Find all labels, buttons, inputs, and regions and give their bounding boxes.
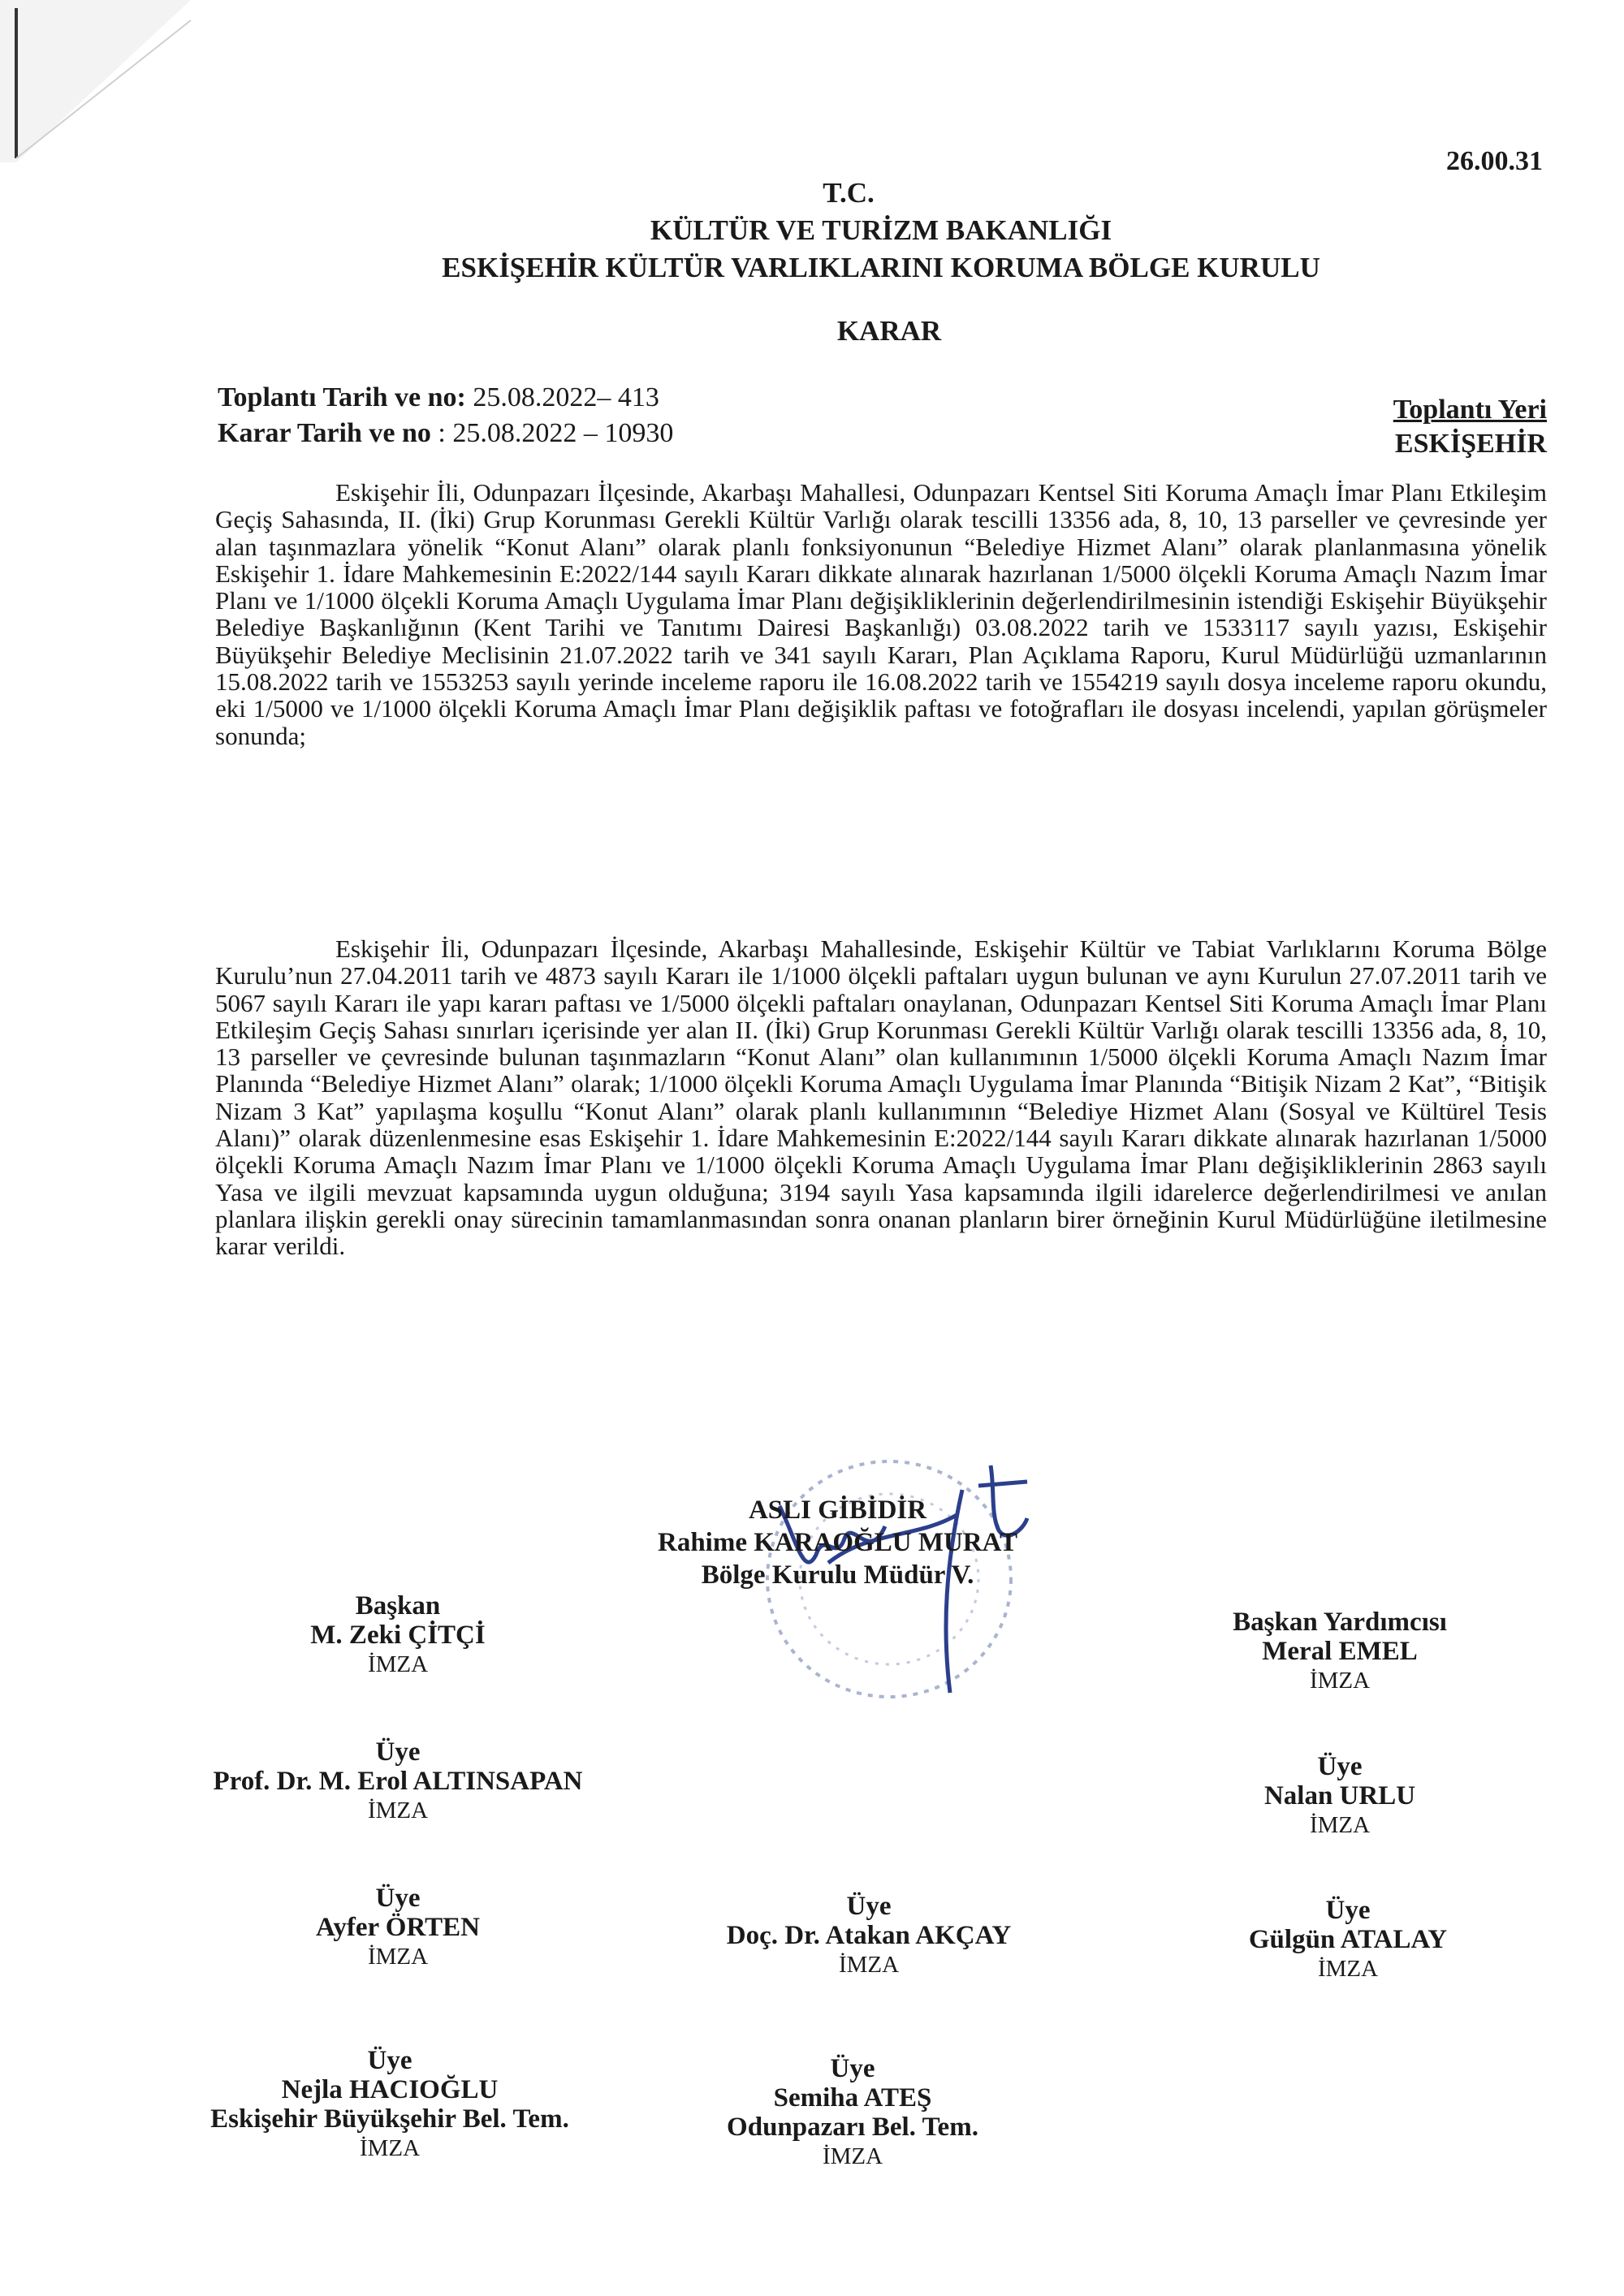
member-representation: Eskişehir Büyükşehir Bel. Tem. bbox=[210, 2104, 569, 2134]
member-role: Üye bbox=[1325, 1896, 1371, 1925]
member-role: Başkan bbox=[355, 1591, 441, 1621]
document-title: KARAR bbox=[836, 315, 942, 347]
member-name: Doç. Dr. Atakan AKÇAY bbox=[726, 1921, 1012, 1950]
member-urlu bbox=[1218, 1752, 1462, 1840]
member-orten bbox=[244, 1884, 552, 1971]
paragraph-decision: Eskişehir İli, Odunpazarı İlçesinde, Akarbaşı Mahallesinde, Eskişehir Kültür ve Tabiat Varlıklarını Koruma Bölge Kurulu’nun 27.04.2011 tarih ve 4873 sayılı Kararı ile 1/1000 ölçekli paftaları uygun bulunan ve aynı Kurulun 27.07.2011 tarih ve 5067 sayılı Kararı ile yapı kararı paftası ve 1/5000 ölçekli paftaları onaylanan, Odunpazarı Kentsel Siti Koruma Amaçlı İmar Planı Etkileşim Geçiş Sahası sınırları içerisinde yer alan II. (İki) Grup Korunması Gerekli Kültür Varlığı olarak tescilli 13356 ada, 8, 10, 13 parseller ve çevresinde bulunan taşınmazların “Konut Alanı” olan kullanımının 1/5000 ölçekli Koruma Amaçlı Nazım İmar Planında “Belediye Hizmet Alanı” olarak; 1/1000 ölçekli Koruma Amaçlı Uygulama İmar Planında “Bitişik Nizam 2 Kat”, “Bitişik Nizam 3 Kat” yapılaşma koşullu “Konut Alanı” olarak planlı kullanımının “Belediye Hizmet Alanı (Sosyal ve Kültürel Tesis Alanı)” olarak düzenlenmesine esas Eskişehir 1. İdare Mahkemesinin E:2022/144 sayılı Kararı dikkate alınarak hazırlanan 1/5000 ölçekli Koruma Amaçlı Nazım İmar Planı ve 1/1000 ölçekli Koruma Amaçlı Uygulama İmar Planı değişikliklerinin 2863 sayılı Yasa ve ilgili mevzuat kapsamında uygun olduğuna; 3194 sayılı Yasa kapsamında ilgili idarelerce değerlendirilmesi ve anılan planlara ilişkin gerekli onay sürecinin tamamlanmasından sonra onanan planların birer örneğinin Kurul Müdürlüğüne iletilmesine karar verildi. bbox=[215, 934, 1547, 1261]
header-line-ministry: KÜLTÜR VE TURİZM BAKANLIĞI bbox=[650, 214, 1112, 246]
member-signature-note: İMZA bbox=[1309, 1812, 1371, 1838]
member-name: Nalan URLU bbox=[1263, 1781, 1416, 1810]
meeting-date-row bbox=[218, 380, 673, 416]
member-signature-note: İMZA bbox=[1309, 1668, 1371, 1694]
member-signature-note: İMZA bbox=[822, 2143, 883, 2169]
member-role: Üye bbox=[375, 1884, 421, 1913]
header-line-tc: T.C. bbox=[823, 177, 875, 209]
signatory-title: Bölge Kurulu Müdür V. bbox=[701, 1560, 974, 1590]
member-signature-note: İMZA bbox=[367, 1944, 429, 1970]
member-atalay bbox=[1186, 1896, 1510, 1983]
paragraph-intro: Eskişehir İli, Odunpazarı İlçesinde, Akarbaşı Mahallesi, Odunpazarı Kentsel Siti Koruma Amaçlı İmar Planı Etkileşim Geçiş Sahasında, II. (İki) Grup Korunması Gerekli Kültür Varlığı olarak tescilli 13356 ada, 8, 10, 13 parseller ve çevresinde yer alan taşınmazlara yönelik “Konut Alanı” olarak planlı fonksiyonunun “Belediye Hizmet Alanı” olarak planlanmasına yönelik Eskişehir 1. İdare Mahkemesinin E:2022/144 sayılı Kararı dikkate alınarak hazırlanan 1/5000 ölçekli Koruma Amaçlı Nazım İmar Planı ve 1/1000 ölçekli Koruma Amaçlı Uygulama İmar Planı değişikliklerinin değerlendirilmesinin istendiği Eskişehir Büyükşehir Belediye Başkanlığının (Kent Tarihi ve Tanıtımı Dairesi Başkanlığı) 03.08.2022 tarih ve 1533117 sayılı yazısı, Eskişehir Büyükşehir Belediye Meclisinin 21.07.2022 tarih ve 341 sayılı Kararı, Plan Açıklama Raporu, Kurul Müdürlüğü uzmanlarının 15.08.2022 tarih ve 1553253 sayılı yerinde inceleme raporu ile 16.08.2022 tarih ve 1554219 sayılı dosya inceleme raporu okundu, eki 1/5000 ve 1/1000 ölçekli Koruma Amaçlı İmar Planı değişiklik paftası ve fotoğrafları ile dosyası incelendi, yapılan görüşmeler sonunda; bbox=[215, 478, 1547, 750]
member-signature-note: İMZA bbox=[838, 1952, 900, 1978]
meeting-date-label: Toplantı Tarih ve no: bbox=[218, 382, 466, 412]
member-name: M. Zeki ÇİTÇİ bbox=[310, 1621, 486, 1650]
decision-date-label: Karar Tarih ve no bbox=[218, 418, 431, 448]
member-ates bbox=[666, 2054, 1039, 2171]
meeting-date-value: 25.08.2022– 413 bbox=[473, 382, 659, 412]
meeting-place-value: ESKİŞEHİR bbox=[1394, 429, 1547, 459]
member-signature-note: İMZA bbox=[367, 1651, 429, 1677]
member-role: Üye bbox=[367, 2046, 412, 2075]
member-baskan-yardimcisi bbox=[1169, 1608, 1510, 1695]
meeting-place bbox=[1393, 393, 1547, 461]
member-name: Nejla HACIOĞLU bbox=[281, 2075, 499, 2104]
header-line-board: ESKİŞEHİR KÜLTÜR VARLIKLARINI KORUMA BÖLGE KURULU bbox=[442, 252, 1320, 283]
signatory-name: Rahime KARAOĞLU MURAT bbox=[658, 1528, 1018, 1557]
decision-date-row bbox=[218, 416, 673, 451]
member-name: Gülgün ATALAY bbox=[1248, 1925, 1448, 1954]
scan-corner-shadow bbox=[0, 0, 203, 162]
member-signature-note: İMZA bbox=[359, 2135, 421, 2161]
member-haciooglu bbox=[146, 2046, 633, 2163]
member-name: Meral EMEL bbox=[1262, 1637, 1418, 1666]
member-name: Ayfer ÖRTEN bbox=[315, 1913, 480, 1942]
member-signature-note: İMZA bbox=[367, 1798, 429, 1823]
member-representation: Odunpazarı Bel. Tem. bbox=[727, 2113, 978, 2142]
institution-header bbox=[0, 175, 1624, 287]
member-role: Üye bbox=[1317, 1752, 1363, 1781]
decision-date-value: : 25.08.2022 – 10930 bbox=[438, 418, 674, 448]
member-name: Semiha ATEŞ bbox=[773, 2083, 932, 2113]
member-role: Başkan Yardımcısı bbox=[1233, 1608, 1447, 1637]
member-role: Üye bbox=[830, 2054, 875, 2083]
document-code: 26.00.31 bbox=[1446, 146, 1543, 176]
member-name: Prof. Dr. M. Erol ALTINSAPAN bbox=[213, 1767, 583, 1796]
member-altinsapan bbox=[138, 1737, 658, 1825]
member-baskan bbox=[276, 1591, 520, 1679]
certified-copy-signature bbox=[658, 1494, 1017, 1591]
member-role: Üye bbox=[846, 1892, 892, 1921]
member-akcay bbox=[682, 1892, 1056, 1979]
member-signature-note: İMZA bbox=[1317, 1956, 1379, 1982]
certified-copy-label: ASLI GİBİDİR bbox=[748, 1495, 927, 1525]
member-role: Üye bbox=[375, 1737, 421, 1767]
meeting-place-label: Toplantı Yeri bbox=[1393, 395, 1547, 425]
meeting-info bbox=[218, 380, 673, 451]
